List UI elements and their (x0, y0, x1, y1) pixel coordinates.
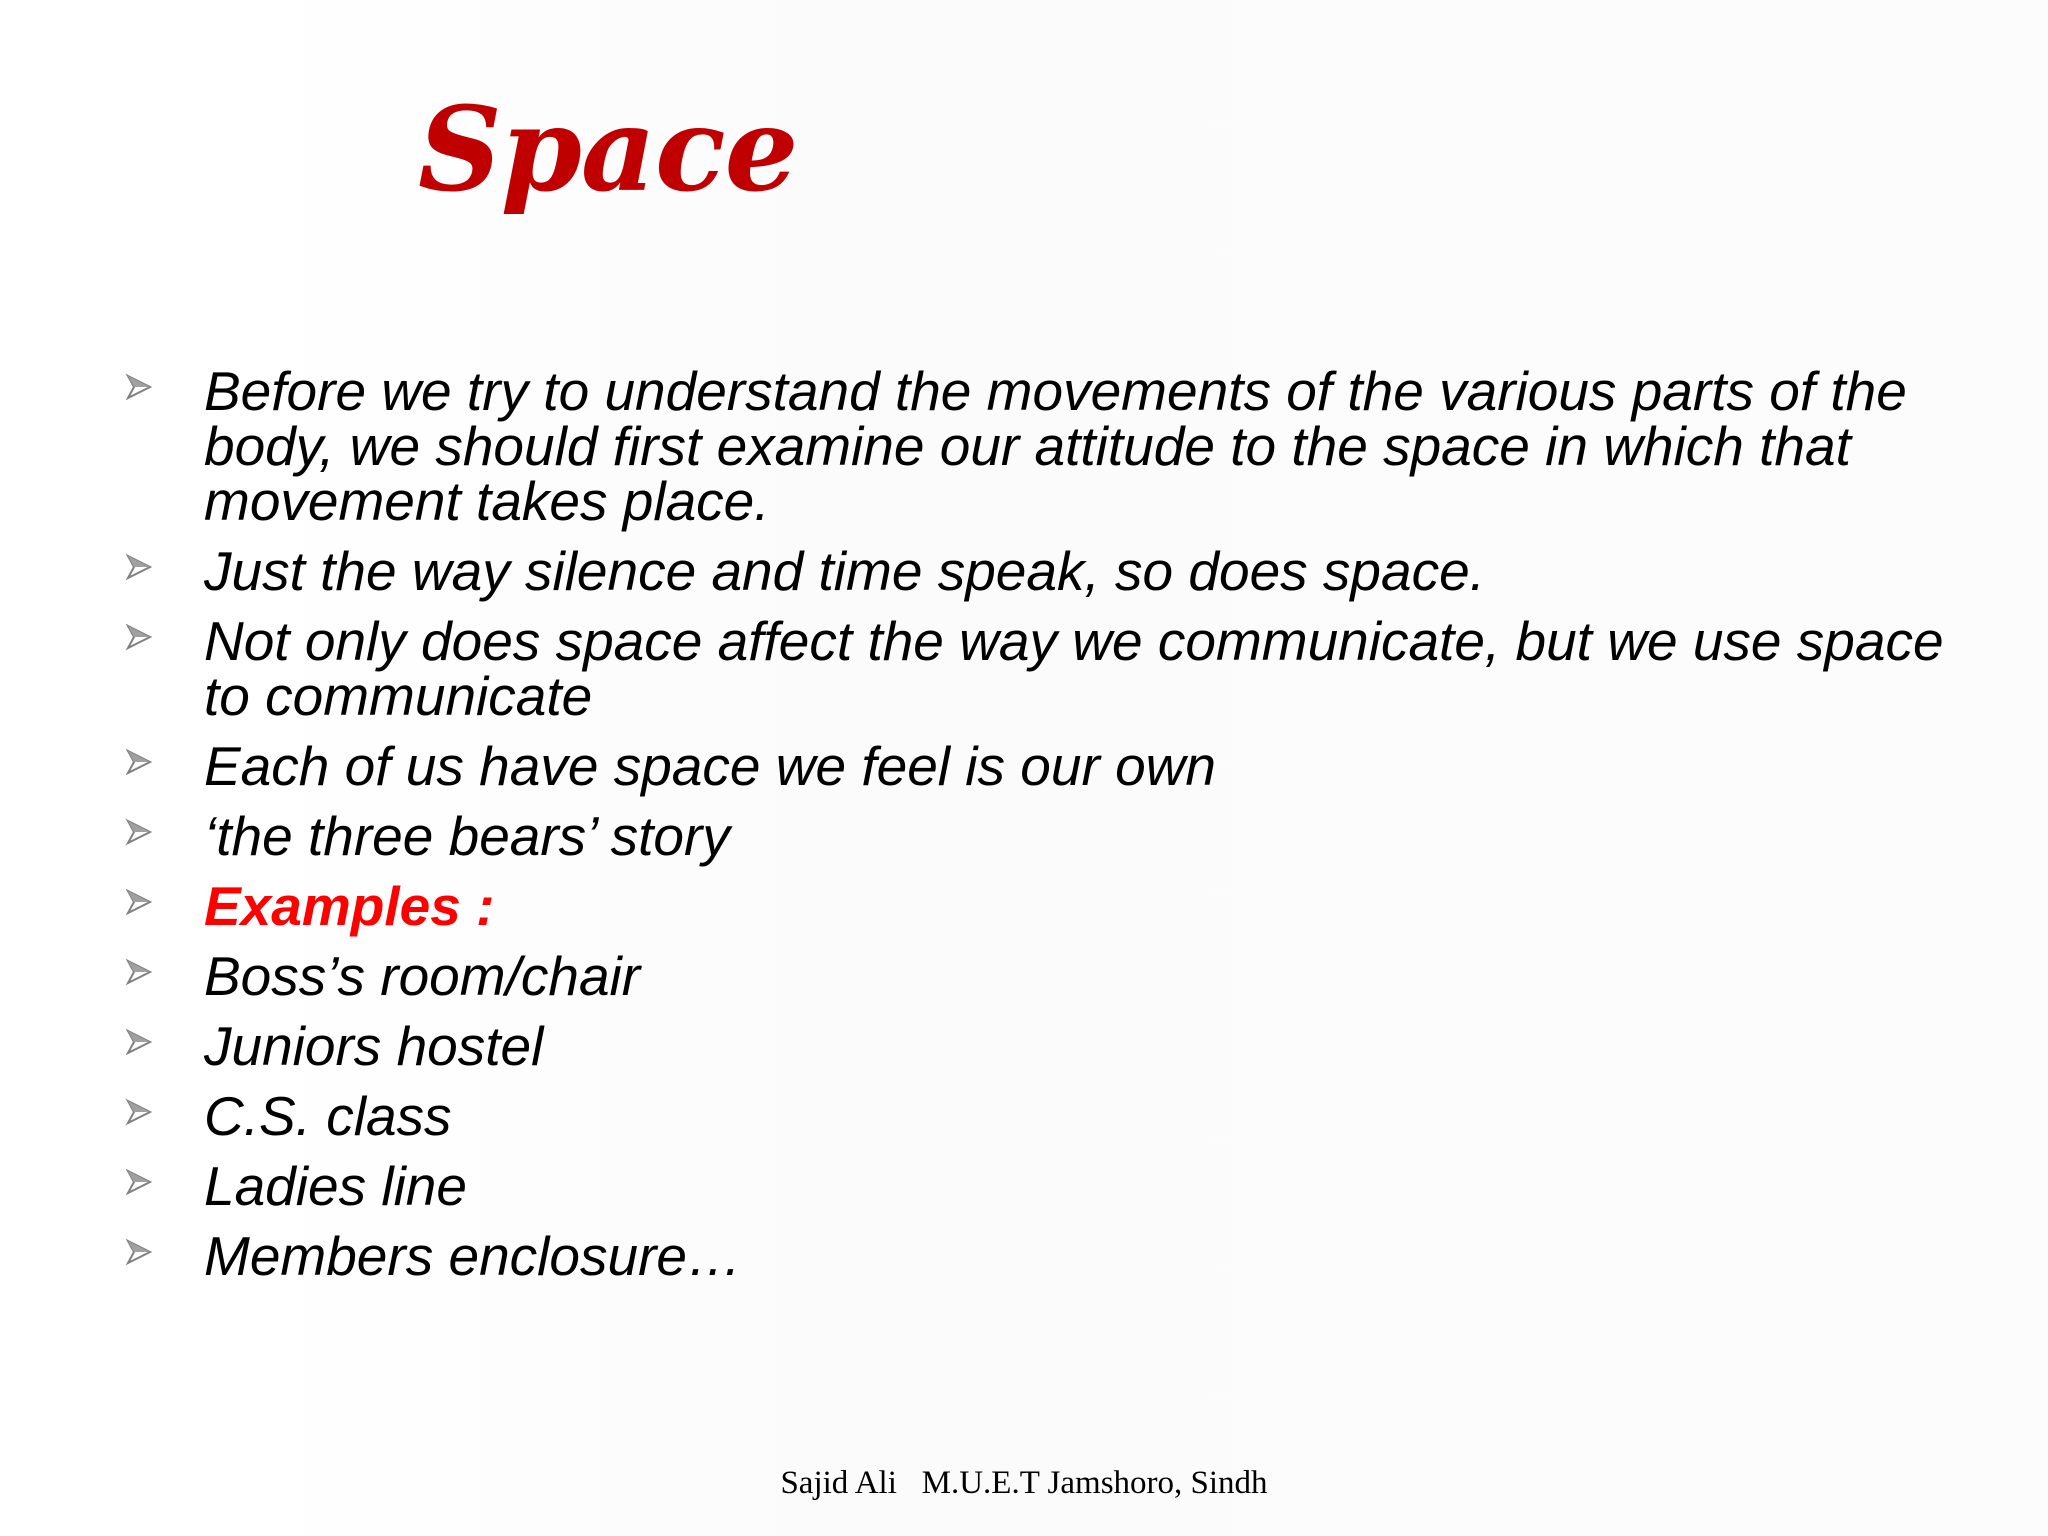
bullet-text: ‘the three bears’ story (204, 805, 730, 867)
bullet-item (124, 945, 1964, 1007)
arrowhead-bullet-icon (124, 747, 154, 777)
slide-title: Space (418, 82, 798, 218)
arrowhead-bullet-icon (124, 1097, 154, 1127)
bullet-text: Not only does space affect the way we communicate, but we use space to communicate (204, 610, 1944, 727)
bullet-list (124, 360, 1964, 1299)
bullet-text: Juniors hostel (204, 1015, 544, 1077)
bullet-item (124, 1015, 1964, 1077)
arrowhead-bullet-icon (124, 552, 154, 582)
arrowhead-bullet-icon (124, 1027, 154, 1057)
bullet-item (124, 540, 1964, 602)
bullet-item (124, 735, 1964, 797)
bullet-text: Before we try to understand the movements of the various parts of the body, we should first examine our attitude to the space in which that movement takes place. (204, 360, 1907, 532)
bullet-item (124, 1155, 1964, 1217)
bullet-text: Just the way silence and time speak, so does space. (204, 540, 1485, 602)
arrowhead-bullet-icon (124, 817, 154, 847)
bullet-item (124, 360, 1964, 532)
arrowhead-bullet-icon (124, 1167, 154, 1197)
slide-footer: Sajid Ali M.U.E.T Jamshoro, Sindh (780, 1465, 1268, 1501)
arrowhead-bullet-icon (124, 372, 154, 402)
arrowhead-bullet-icon (124, 887, 154, 917)
bullet-item-examples (124, 875, 1964, 937)
bullet-item (124, 1085, 1964, 1147)
bullet-text: C.S. class (204, 1085, 452, 1147)
bullet-text: Boss’s room/chair (204, 945, 641, 1007)
bullet-text: Members enclosure… (204, 1225, 742, 1287)
arrowhead-bullet-icon (124, 1237, 154, 1267)
arrowhead-bullet-icon (124, 957, 154, 987)
bullet-item (124, 610, 1964, 727)
bullet-text: Ladies line (204, 1155, 467, 1217)
bullet-item (124, 805, 1964, 867)
bullet-text: Each of us have space we feel is our own (204, 735, 1216, 797)
bullet-text: Examples : (204, 875, 495, 937)
arrowhead-bullet-icon (124, 622, 154, 652)
bullet-item (124, 1225, 1964, 1287)
